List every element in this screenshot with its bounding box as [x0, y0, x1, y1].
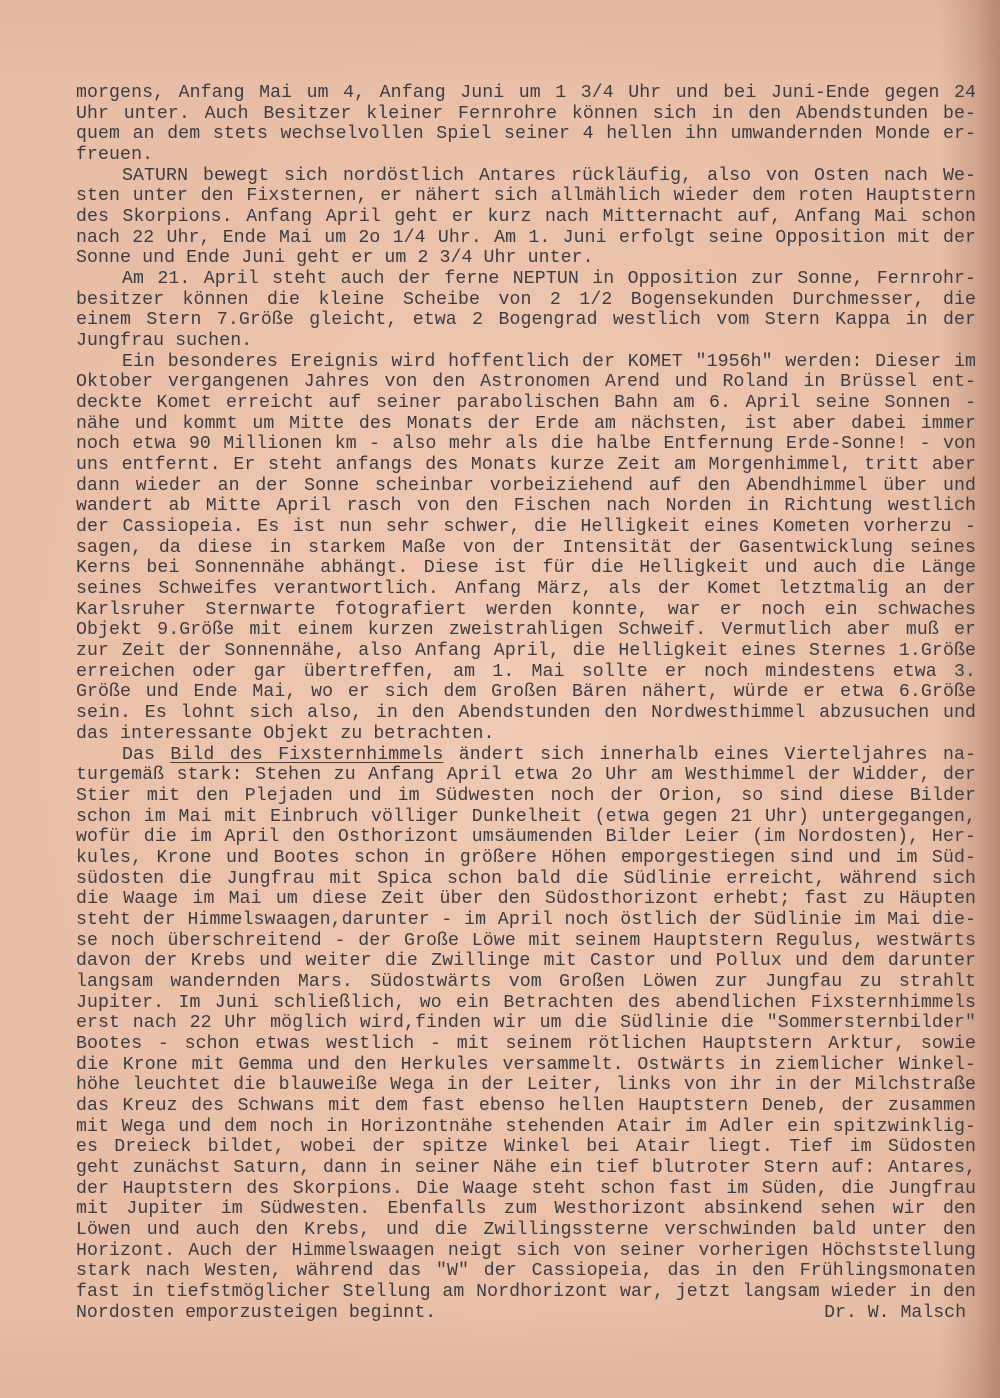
- text-line: nach 22 Uhr, Ende Mai um 2o 1/4 Uhr. Am 1. Juni erfolgt seine Opposition mit der: [76, 227, 976, 248]
- text-line: Größe und Ende Mai, wo er sich dem Großen Bären nähert, würde er etwa 6.Größe: [76, 682, 976, 703]
- text-line: deckte Komet erreicht auf seiner parabolischen Bahn am 6. April seine Sonnen -: [76, 393, 976, 414]
- text-line: Stier mit den Plejaden und im Südwesten noch der Orion, so sind diese Bilder: [76, 785, 976, 806]
- text-line: die Waage im Mai um diese Zeit über den Südosthorizont erhebt; fast zu Häupten: [76, 889, 976, 910]
- text-line: sein. Es lohnt sich also, in den Abendstunden den Nordwesthimmel abzusuchen und: [76, 703, 976, 724]
- final-text-line: Nordosten emporzusteigen beginnt.: [76, 1302, 437, 1323]
- text-line: steht der Himmelswaagen,darunter - im April noch östlich der Südlinie im Mai die-: [76, 909, 976, 930]
- text-line: stark nach Westen, während das "W" der Cassiopeia, das in den Frühlingsmonaten: [76, 1261, 976, 1282]
- text-line: Karlsruher Sternwarte fotografiert werden konnte, war er noch ein schwaches: [76, 599, 976, 620]
- text-line: Jupiter. Im Juni schließlich, wo ein Betrachten des abendlichen Fixsternhimmels: [76, 992, 976, 1013]
- text-line: Uhr unter. Auch Besitzer kleiner Fernrohre können sich in den Abendstunden be-: [76, 103, 976, 124]
- text-line: langsam wandernden Mars. Südostwärts vom Großen Löwen zur Jungfau zu strahlt: [76, 971, 976, 992]
- text-line: das Kreuz des Schwans mit dem fast ebenso hellen Hauptstern Deneb, der zusammen: [76, 1095, 976, 1116]
- text-line: freuen.: [76, 145, 154, 166]
- text-line: Kerns bei Sonnennähe abhängt. Diese ist für die Helligkeit und auch die Länge: [76, 558, 976, 579]
- text-line: erreichen oder gar übertreffen, am 1. Mai sollte er noch mindestens etwa 3.: [76, 661, 976, 682]
- underlined-heading-phrase: Bild des Fixsternhimmels: [170, 744, 444, 765]
- text-line: sten unter den Fixsternen, er nähert sich allmählich wieder dem roten Hauptstern: [76, 186, 976, 207]
- text-line: davon der Krebs und weiter die Zwillinge mit Castor und Pollux und dem darunter: [76, 951, 976, 972]
- text-line: das interessante Objekt zu betrachten.: [76, 723, 495, 744]
- paragraph-neptun-start: Am 21. April steht auch der ferne NEPTUN in Opposition zur Sonne, Fernrohr-: [122, 269, 976, 290]
- text-line: turgemäß stark: Stehen zu Anfang April etwa 2o Uhr am Westhimmel der Widder, der: [76, 765, 976, 786]
- text-line: es Dreieck bildet, wobei der spitze Winkel bei Atair liegt. Tief im Südosten: [76, 1137, 976, 1158]
- text-line: südosten die Jungfrau mit Spica schon bald die Südlinie erreicht, während sich: [76, 868, 976, 889]
- page-edge-shadow: [978, 0, 1000, 1398]
- paragraph-fixsternhimmel-start: Das Bild des Fixsternhimmels ändert sich innerhalb eines Vierteljahres na-: [122, 744, 976, 765]
- text-line: Bootes - schon etwas westlich - mit seinem rötlichen Hauptstern Arktur, sowie: [76, 1033, 976, 1054]
- text-line: geht zunächst Saturn, dann in seiner Nähe ein tief blutroter Stern auf: Antares,: [76, 1157, 976, 1178]
- paragraph-komet-start: Ein besonderes Ereignis wird hoffentlich der KOMET "1956h" werden: Dieser im: [122, 351, 976, 372]
- text-line: morgens, Anfang Mai um 4, Anfang Juni um 1 3/4 Uhr und bei Juni-Ende gegen 24: [76, 83, 976, 103]
- text-line: dann wieder an der Sonne scheinbar vorbeiziehend auf den Abendhimmel über und: [76, 475, 976, 496]
- text-line: erst nach 22 Uhr möglich wird,finden wir um die Südlinie die "Sommersternbilder": [76, 1013, 976, 1034]
- text-line: wandert ab Mitte April rasch von den Fischen nach Norden in Richtung westlich: [76, 496, 976, 517]
- text-line: die Krone mit Gemma und den Herkules versammelt. Ostwärts in ziemlicher Winkel-: [76, 1054, 976, 1075]
- text-line: uns entfernt. Er steht anfangs des Monats kurze Zeit am Morgenhimmel, tritt aber: [76, 455, 976, 476]
- text-line: höhe leuchtet die blauweiße Wega in der Leiter, links von ihr in der Milchstraße: [76, 1075, 976, 1096]
- text-line: Löwen und auch den Krebs, und die Zwillingssterne verschwinden bald unter den: [76, 1219, 976, 1240]
- text-line: fast in tiefstmöglicher Stellung am Nordhorizont war, jetzt langsam wieder in den: [76, 1281, 976, 1302]
- text-line: wofür die im April den Osthorizont umsäumenden Bilder Leier (im Nordosten), Her-: [76, 827, 976, 848]
- text-line: nähe und kommt um Mitte des Monats der Erde am nächsten, ist aber dabei immer: [76, 413, 976, 434]
- text-line: mit Wega und dem noch in Horizontnähe stehenden Atair im Adler ein spitzwinklig-: [76, 1116, 976, 1137]
- text-line: Sonne und Ende Juni geht er um 2 3/4 Uhr unter.: [76, 248, 594, 269]
- text-line: Horizont. Auch der Himmelswaagen neigt sich von seiner vorherigen Höchststellung: [76, 1240, 976, 1261]
- text-line: schon im Mai mit Einbruch völliger Dunkelheit (etwa gegen 21 Uhr) untergegangen,: [76, 806, 976, 827]
- closing-line: [76, 1303, 976, 1324]
- text-line: sagen, da diese in starkem Maße von der Intensität der Gasentwicklung seines: [76, 537, 976, 558]
- text-line: mit Jupiter im Südwesten. Ebenfalls zum Westhorizont absinkend sehen wir den: [76, 1199, 976, 1220]
- text-line: kules, Krone und Bootes schon in größere Höhen emporgestiegen sind und im Süd-: [76, 847, 976, 868]
- text-line: einem Stern 7.Größe gleicht, etwa 2 Bogengrad westlich vom Stern Kappa in der: [76, 310, 976, 331]
- text-line: Oktober vergangenen Jahres von den Astronomen Arend und Roland in Brüssel ent-: [76, 372, 976, 393]
- text-line: noch etwa 90 Millionen km - also mehr als die halbe Entfernung Erde-Sonne! - von: [76, 434, 976, 455]
- text-line: zur Zeit der Sonnennähe, also Anfang April, die Helligkeit eines Sternes 1.Größe: [76, 641, 976, 662]
- text-line: se noch überschreitend - der Große Löwe mit seinem Hauptstern Regulus, westwärts: [76, 930, 976, 951]
- author-signature: Dr. W. Malsch: [824, 1302, 966, 1323]
- text-line: besitzer können die kleine Scheibe von 2 1/2 Bogensekunden Durchmesser, die: [76, 289, 976, 310]
- paragraph-saturn-start: SATURN bewegt sich nordöstlich Antares rückläufig, also von Osten nach We-: [122, 165, 976, 186]
- text-line: quem an dem stets wechselvollen Spiel seiner 4 hellen ihn umwandernden Monde er-: [76, 124, 976, 145]
- text-line: der Hauptstern des Skorpions. Die Waage steht schon fast im Süden, die Jungfrau: [76, 1178, 976, 1199]
- text-line: der Cassiopeia. Es ist nun sehr schwer, die Helligkeit eines Kometen vorherzu -: [76, 517, 976, 538]
- text-line: Objekt 9.Größe mit einem kurzen zweistrahligen Schweif. Vermutlich aber muß er: [76, 620, 976, 641]
- text-line: seines Schweifes verantwortlich. Anfang März, als der Komet letztmalig an der: [76, 579, 976, 600]
- document-body: [76, 83, 976, 1323]
- text-line: Jungfrau suchen.: [76, 331, 253, 352]
- text-line: des Skorpions. Anfang April geht er kurz nach Mitternacht auf, Anfang Mai schon: [76, 207, 976, 228]
